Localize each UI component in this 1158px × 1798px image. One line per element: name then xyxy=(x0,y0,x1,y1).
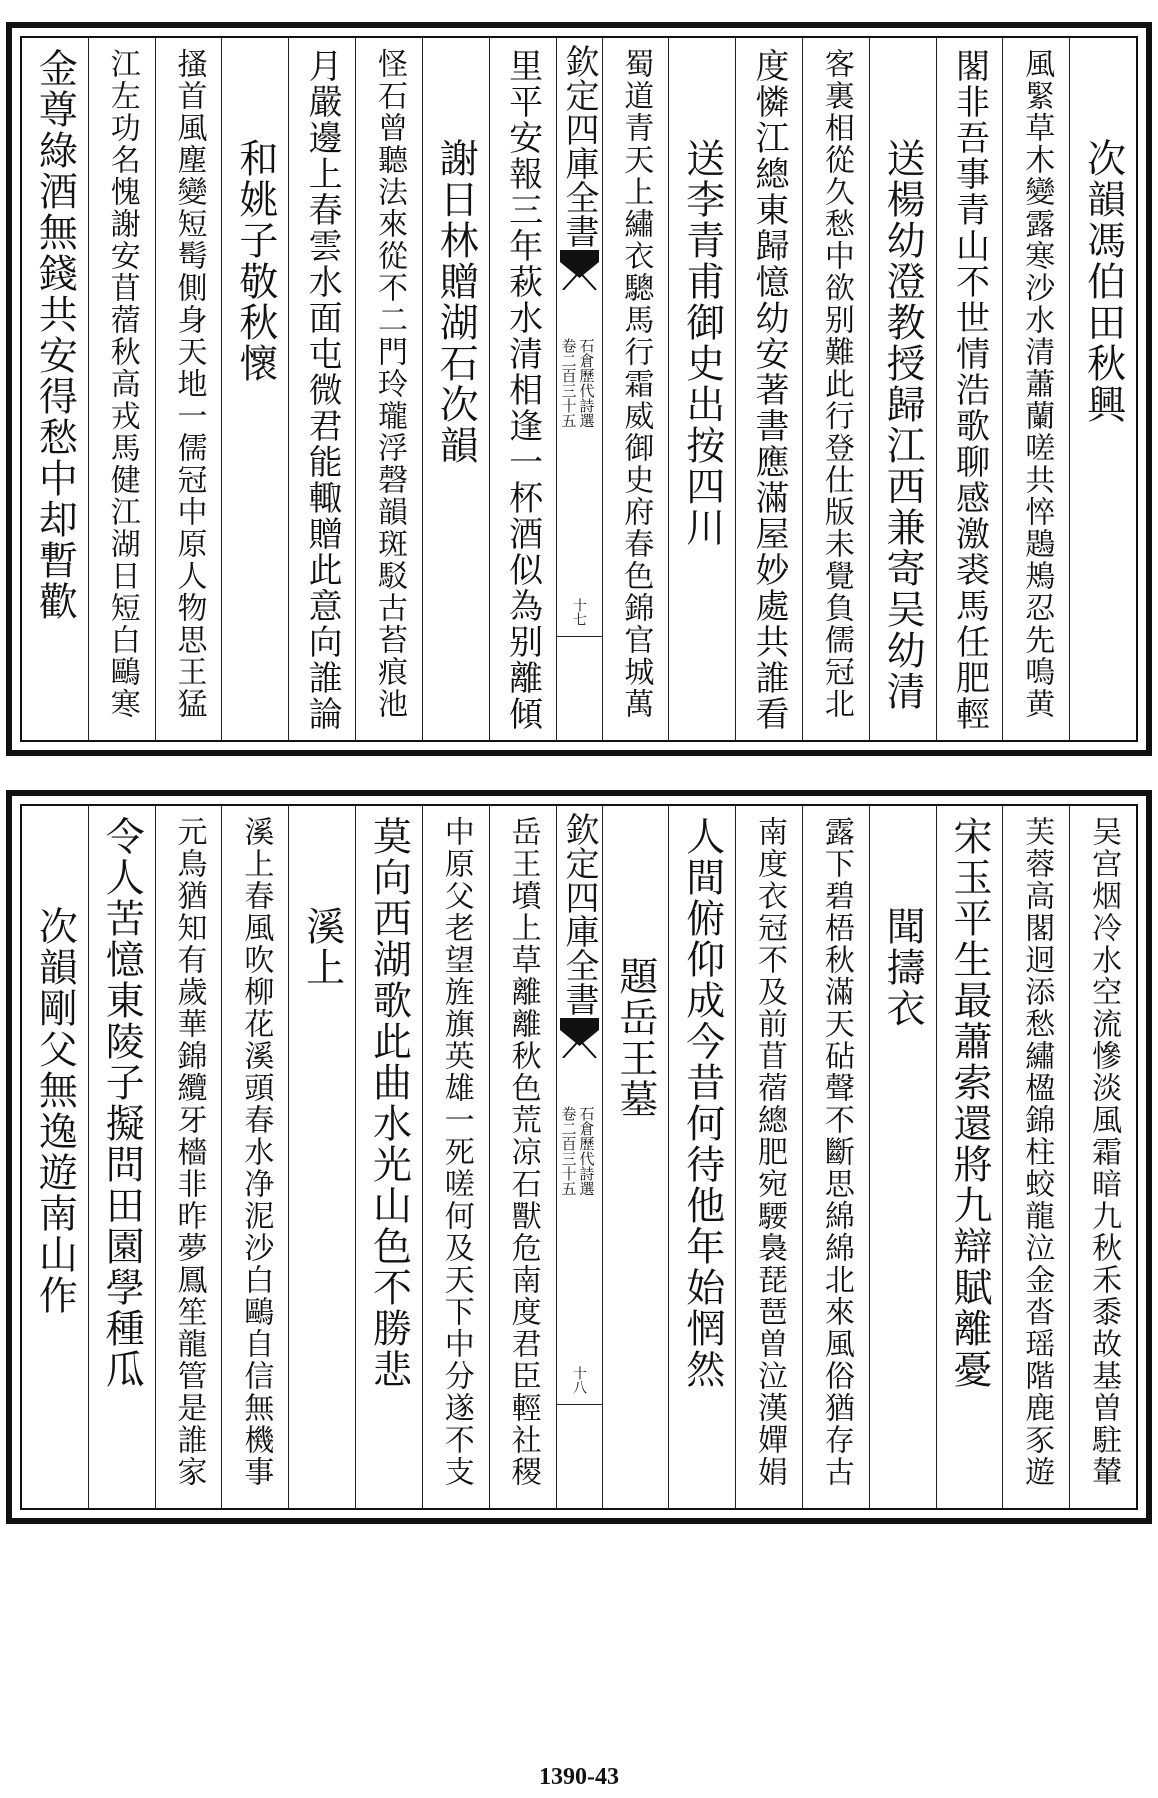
text-column xyxy=(289,38,356,740)
text-column xyxy=(89,806,156,1508)
poem-title: 次韻剛父無逸遊南山作 xyxy=(32,906,78,1316)
text-column xyxy=(89,38,156,740)
verse-text: 溪上春風吹柳花溪頭春水净泥沙白鷗自信無機事 xyxy=(238,816,274,1488)
verse-text: 搔首風塵變短髩側身天地一儒冠中原人物思王猛 xyxy=(171,48,207,720)
volume-number: 卷二百三十五 xyxy=(559,338,578,428)
text-column xyxy=(1003,38,1070,740)
text-column xyxy=(736,38,803,740)
page-frame xyxy=(20,804,1138,1510)
text-column xyxy=(1003,806,1070,1508)
poem-title: 溪上 xyxy=(299,906,345,988)
verse-text: 怪石曾聽法來從不二門玲瓏浮磬韻斑駁古苔痕池 xyxy=(371,48,407,720)
text-column xyxy=(423,806,490,1508)
text-column xyxy=(156,38,223,740)
text-column xyxy=(603,38,670,740)
poem-title: 謝日林贈湖石次韻 xyxy=(433,138,479,466)
poem-title: 題岳王墓 xyxy=(612,956,658,1120)
page-bottom xyxy=(6,790,1152,1524)
poem-title-column xyxy=(870,38,937,740)
verse-text: 令人苦憶東陵子擬問田園學種瓜 xyxy=(99,816,145,1390)
verse-text: 吴宫烟冷水空流慘淡風霜暗九秋禾黍故基曽駐輦 xyxy=(1086,816,1122,1488)
poem-title-column xyxy=(669,38,736,740)
verse-text: 岳王墳上草離離秋色荒凉石獸危南度君臣輕社稷 xyxy=(505,816,541,1488)
page-frame xyxy=(20,36,1138,742)
text-column xyxy=(222,806,289,1508)
verse-text: 露下碧梧秋滿天砧聲不斷思綿綿北來風俗猶存古 xyxy=(818,816,854,1488)
text-column xyxy=(356,38,423,740)
text-column xyxy=(156,806,223,1508)
text-column xyxy=(490,38,557,740)
poem-title-column xyxy=(1070,38,1136,740)
center-fold xyxy=(557,38,603,740)
book-title: 欽定四庫全書 xyxy=(559,44,599,248)
text-column xyxy=(803,38,870,740)
verse-text: 芙蓉高閣迥添愁繡楹錦柱蛟龍泣金沓瑶階鹿豕遊 xyxy=(1019,816,1055,1488)
volume-number: 卷二百三十五 xyxy=(559,1106,578,1196)
verse-text: 度憐江總東歸憶幼安著書應滿屋妙處共誰看 xyxy=(749,48,790,732)
poem-title: 和姚子敬秋懷 xyxy=(232,138,278,384)
folio-number: 十七 xyxy=(571,598,587,626)
book-subtitle: 石倉歷代詩選 xyxy=(577,338,596,428)
book-subtitle: 石倉歷代詩選 xyxy=(577,1106,596,1196)
text-column xyxy=(22,38,89,740)
poem-title: 次韻馮伯田秋興 xyxy=(1080,138,1126,425)
verse-text: 客裏相從久愁中欲别難此行登仕版未覺負儒冠北 xyxy=(818,48,854,720)
verse-text: 金尊綠酒無錢共安得愁中却暫歡 xyxy=(32,48,78,622)
text-column xyxy=(490,806,557,1508)
verse-text: 風緊草木變露寒沙水清蕭蘭嗟共悴鶗鴂忍先鳴黄 xyxy=(1019,48,1055,720)
text-column xyxy=(736,806,803,1508)
poem-title: 送李青甫御史出按四川 xyxy=(679,138,725,548)
verse-text: 里平安報三年萩水清相逢一杯酒似為别離傾 xyxy=(502,48,543,732)
verse-text: 南度衣冠不及前苜蓿總肥宛騕裊琵琶曽泣漢嬋娟 xyxy=(752,816,788,1488)
poem-title-column xyxy=(603,806,670,1508)
poem-title-column xyxy=(22,806,89,1508)
page-top xyxy=(6,22,1152,756)
text-column xyxy=(937,38,1004,740)
text-column xyxy=(669,806,736,1508)
poem-title-column xyxy=(423,38,490,740)
verse-text: 莫向西湖歌此曲水光山色不勝悲 xyxy=(366,816,412,1390)
text-column xyxy=(937,806,1004,1508)
folio-number: 十八 xyxy=(571,1366,587,1394)
fish-tail-ornament xyxy=(560,1018,599,1058)
fold-rule xyxy=(557,636,602,637)
fish-tail-ornament xyxy=(560,250,599,290)
verse-text: 月嚴邊上春雲水面屯微君能輙贈此意向誰論 xyxy=(302,48,343,732)
verse-text: 江左功名愧謝安苜蓿秋高戎馬健江湖日短白鷗寒 xyxy=(104,48,140,720)
poem-title-column xyxy=(870,806,937,1508)
poem-title-column xyxy=(289,806,356,1508)
book-title: 欽定四庫全書 xyxy=(559,812,599,1016)
text-column xyxy=(803,806,870,1508)
text-column xyxy=(1070,806,1136,1508)
text-column xyxy=(356,806,423,1508)
poem-title-column xyxy=(222,38,289,740)
verse-text: 蜀道青天上繡衣驄馬行霜威御史府春色錦官城萬 xyxy=(618,48,654,720)
poem-title: 送楊幼澄教授歸江西兼寄吴幼清 xyxy=(880,138,926,712)
verse-text: 宋玉平生最蕭索還將九辯賦離憂 xyxy=(946,816,992,1390)
verse-text: 元鳥猶知有歲華錦纜牙檣非昨夢鳳笙龍管是誰家 xyxy=(171,816,207,1488)
verse-text: 人間俯仰成今昔何待他年始惘然 xyxy=(679,816,725,1390)
poem-title: 聞擣衣 xyxy=(880,906,926,1029)
fold-rule xyxy=(557,1404,602,1405)
verse-text: 閣非吾事青山不世情浩歌聊感激裘馬任肥輕 xyxy=(949,48,990,732)
center-fold xyxy=(557,806,603,1508)
verse-text: 中原父老望旌旗英雄一死嗟何及天下中分遂不支 xyxy=(438,816,474,1488)
page-number: 1390-43 xyxy=(539,1764,619,1790)
